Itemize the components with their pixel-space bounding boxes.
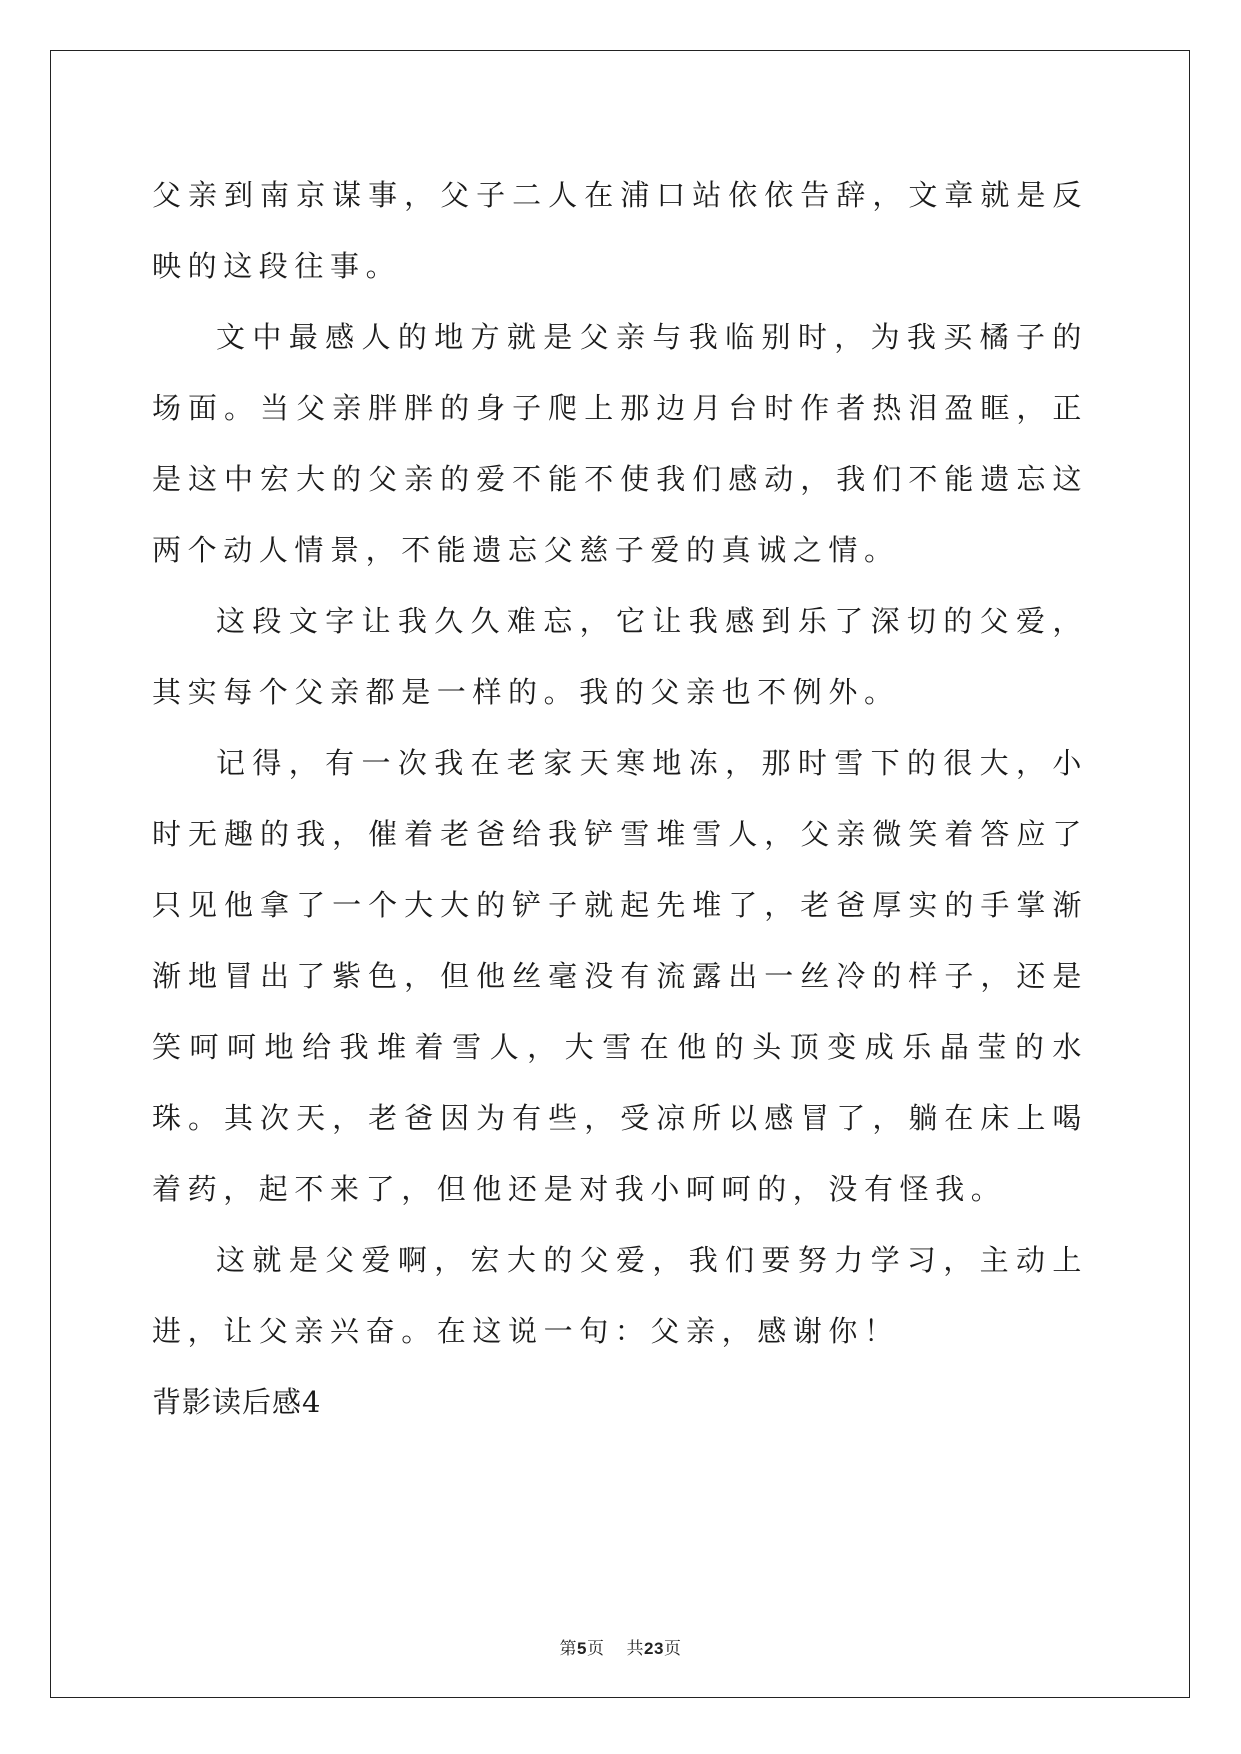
total-suffix: 页	[663, 1639, 682, 1659]
paragraph: 这段文字让我久久难忘，它让我感到乐了深切的父爱，其实每个父亲都是一样的。我的父亲也不例外。	[152, 604, 1088, 709]
paragraph-continuation: 父亲到南京谋事，父子二人在浦口站依依告辞，文章就是反映的这段往事。	[152, 178, 1088, 283]
section-heading: 背影读后感4	[152, 1385, 322, 1419]
paragraph: 这就是父爱啊，宏大的父爱，我们要努力学习，主动上进，让父亲兴奋。在这说一句：父亲，感谢你！	[152, 1243, 1088, 1348]
total-pages-number: 23	[644, 1639, 664, 1658]
document-body	[152, 160, 1088, 1438]
page-footer	[0, 1634, 1241, 1659]
page-prefix: 第	[559, 1639, 578, 1659]
paragraph: 文中最感人的地方就是父亲与我临别时，为我买橘子的场面。当父亲胖胖的身子爬上那边月台时作者热泪盈眶，正是这中宏大的父亲的爱不能不使我们感动，我们不能遗忘这两个动人情景，不能遗忘父慈子爱的真诚之情。	[152, 320, 1088, 567]
paragraph: 记得，有一次我在老家天寒地冻，那时雪下的很大，小时无趣的我，催着老爸给我铲雪堆雪人，父亲微笑着答应了只见他拿了一个大大的铲子就起先堆了，老爸厚实的手掌渐渐地冒出了紫色，但他丝毫没有流露出一丝冷的样子，还是笑呵呵地给我堆着雪人，大雪在他的头顶变成乐晶莹的水珠。其次天，老爸因为有些，受凉所以感冒了，躺在床上喝着药，起不来了，但他还是对我小呵呵的，没有怪我。	[152, 746, 1088, 1206]
total-prefix: 共	[626, 1639, 645, 1659]
current-page-number: 5	[577, 1639, 588, 1658]
page-suffix: 页	[587, 1639, 605, 1659]
